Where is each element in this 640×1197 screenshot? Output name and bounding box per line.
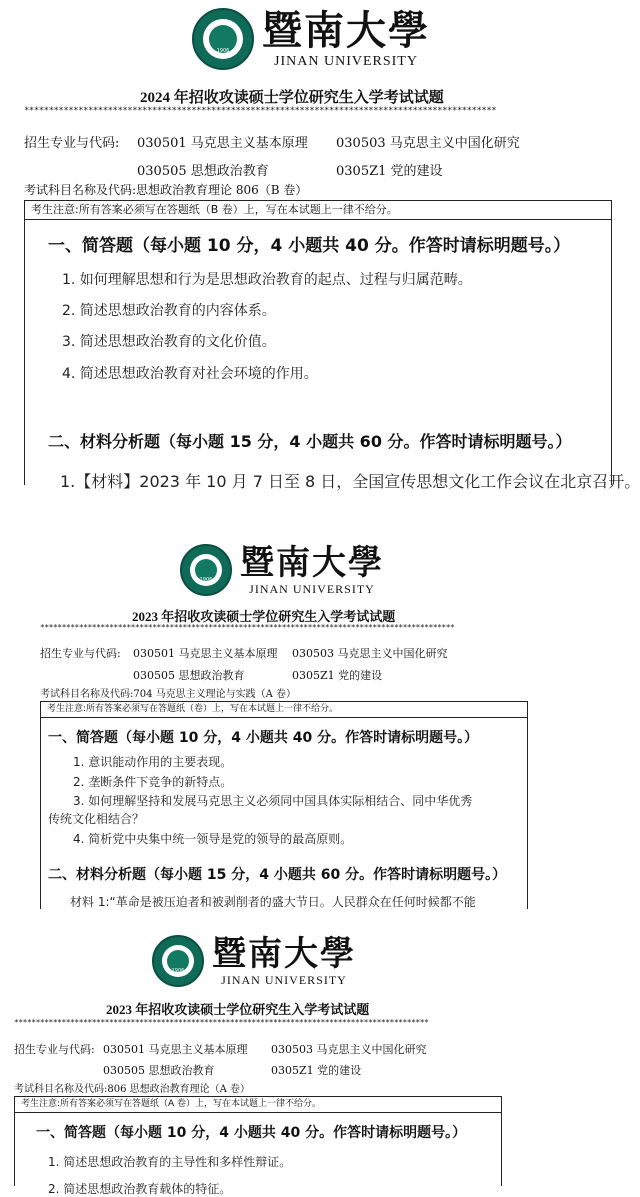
separator-line: ************************************************************************************************ bbox=[24, 106, 497, 116]
exam-subject: 考试科目名称及代码:806 思想政治教育理论（A 卷） bbox=[14, 1084, 251, 1095]
question-item: 4. 简述思想政治教育对社会环境的作用。 bbox=[62, 366, 318, 382]
section-short-answer-heading: 一、简答题（每小题 10 分，4 小题共 40 分。作答时请标明题号。） bbox=[48, 236, 571, 256]
major-label: 招生专业与代码: bbox=[40, 647, 121, 660]
exam-title: 2024 年招收攻读硕士学位研究生入学考试试题 bbox=[140, 90, 444, 106]
question-item: 2. 简述思想政治教育载体的特征。 bbox=[48, 1182, 232, 1196]
university-name-en: JINAN UNIVERSITY bbox=[221, 973, 347, 987]
major-2: 030503 马克思主义中国化研究 bbox=[292, 647, 448, 660]
major-4: 0305Z1 党的建设 bbox=[292, 669, 383, 682]
university-name-en: JINAN UNIVERSITY bbox=[274, 54, 418, 69]
section-material-analysis-heading: 二、材料分析题（每小题 15 分，4 小题共 60 分。作答时请标明题号。） bbox=[48, 432, 572, 451]
question-item: 1. 意识能动作用的主要表现。 bbox=[73, 755, 233, 769]
university-seal-icon bbox=[192, 8, 254, 70]
seal-year: 1906 bbox=[216, 48, 230, 54]
separator-line: ************************************************************************************************ bbox=[40, 623, 455, 632]
seal-year: 1906 bbox=[199, 577, 213, 583]
exam-page-2 bbox=[0, 537, 613, 909]
exam-title: 2023 年招收攻读硕士学位研究生入学考试试题 bbox=[106, 1002, 370, 1017]
major-4: 0305Z1 党的建设 bbox=[271, 1064, 362, 1077]
section-short-answer-heading: 一、简答题（每小题 10 分，4 小题共 40 分。作答时请标明题号。） bbox=[48, 730, 479, 746]
question-item: 2. 简述思想政治教育的内容体系。 bbox=[62, 303, 276, 319]
university-seal-icon bbox=[180, 544, 232, 596]
university-name-cn: 暨南大學 bbox=[262, 7, 430, 54]
university-logo bbox=[180, 544, 384, 596]
exam-notice: 考生注意:所有答案必须写在答题纸（卷）上，写在本试题上一律不给分。 bbox=[40, 701, 528, 718]
material-text-cut: 材料 1:“革命是被压迫者和被剥削者的盛大节日。人民群众在任何时候都不能 bbox=[70, 895, 476, 909]
question-item: 3. 简述思想政治教育的文化价值。 bbox=[62, 334, 276, 350]
major-1: 030501 马克思主义基本原理 bbox=[137, 136, 308, 151]
material-text-cut: 1.【材料】2023 年 10 月 7 日至 8 日，全国宣传思想文化工作会议在北京召开。 bbox=[60, 472, 640, 491]
university-logo bbox=[192, 8, 430, 70]
question-item: 4. 简析党中央集中统一领导是党的领导的最高原则。 bbox=[73, 832, 353, 846]
major-3: 030505 思想政治教育 bbox=[133, 669, 245, 682]
exam-page-3 bbox=[0, 930, 613, 1196]
university-logo bbox=[152, 935, 356, 987]
exam-notice: 考生注意:所有答案必须写在答题纸（B 卷）上，写在本试题上一律不给分。 bbox=[24, 200, 612, 220]
major-4: 0305Z1 党的建设 bbox=[336, 164, 443, 179]
question-item: 1. 简述思想政治教育的主导性和多样性辩证。 bbox=[48, 1155, 292, 1169]
major-3: 030505 思想政治教育 bbox=[137, 164, 269, 179]
university-name-cn: 暨南大學 bbox=[212, 934, 356, 974]
section-short-answer-heading: 一、简答题（每小题 10 分，4 小题共 40 分。作答时请标明题号。） bbox=[36, 1125, 467, 1141]
seal-year: 1906 bbox=[171, 968, 185, 974]
university-seal-icon bbox=[152, 935, 204, 987]
major-label: 招生专业与代码: bbox=[24, 136, 120, 151]
separator-line: ************************************************************************************************ bbox=[14, 1018, 429, 1027]
major-2: 030503 马克思主义中国化研究 bbox=[336, 136, 520, 151]
major-1: 030501 马克思主义基本原理 bbox=[133, 647, 278, 660]
major-2: 030503 马克思主义中国化研究 bbox=[271, 1043, 427, 1056]
exam-page-1 bbox=[0, 0, 640, 491]
question-item: 1. 如何理解思想和行为是思想政治教育的起点、过程与归属范畴。 bbox=[62, 272, 472, 288]
exam-subject: 考试科目名称及代码:704 马克思主义理论与实践（A 卷） bbox=[40, 689, 297, 700]
major-label: 招生专业与代码: bbox=[14, 1043, 95, 1056]
university-name-cn: 暨南大學 bbox=[240, 543, 384, 583]
major-1: 030501 马克思主义基本原理 bbox=[103, 1043, 248, 1056]
question-item: 3. 如何理解坚持和发展马克思主义必须同中国具体实际相结合、同中华优秀 bbox=[73, 794, 473, 808]
university-name-en: JINAN UNIVERSITY bbox=[249, 582, 375, 596]
section-material-analysis-heading: 二、材料分析题（每小题 15 分，4 小题共 60 分。作答时请标明题号。） bbox=[48, 867, 507, 883]
major-3: 030505 思想政治教育 bbox=[103, 1064, 215, 1077]
exam-title: 2023 年招收攻读硕士学位研究生入学考试试题 bbox=[132, 609, 396, 624]
exam-subject: 考试科目名称及代码:思想政治教育理论 806（B 卷） bbox=[24, 183, 308, 197]
question-item: 2. 垄断条件下竞争的新特点。 bbox=[73, 775, 233, 789]
question-item: 传统文化相结合？ bbox=[48, 812, 145, 826]
exam-notice: 考生注意:所有答案必须写在答题纸（A 卷）上，写在本试题上一律不给分。 bbox=[14, 1096, 502, 1113]
